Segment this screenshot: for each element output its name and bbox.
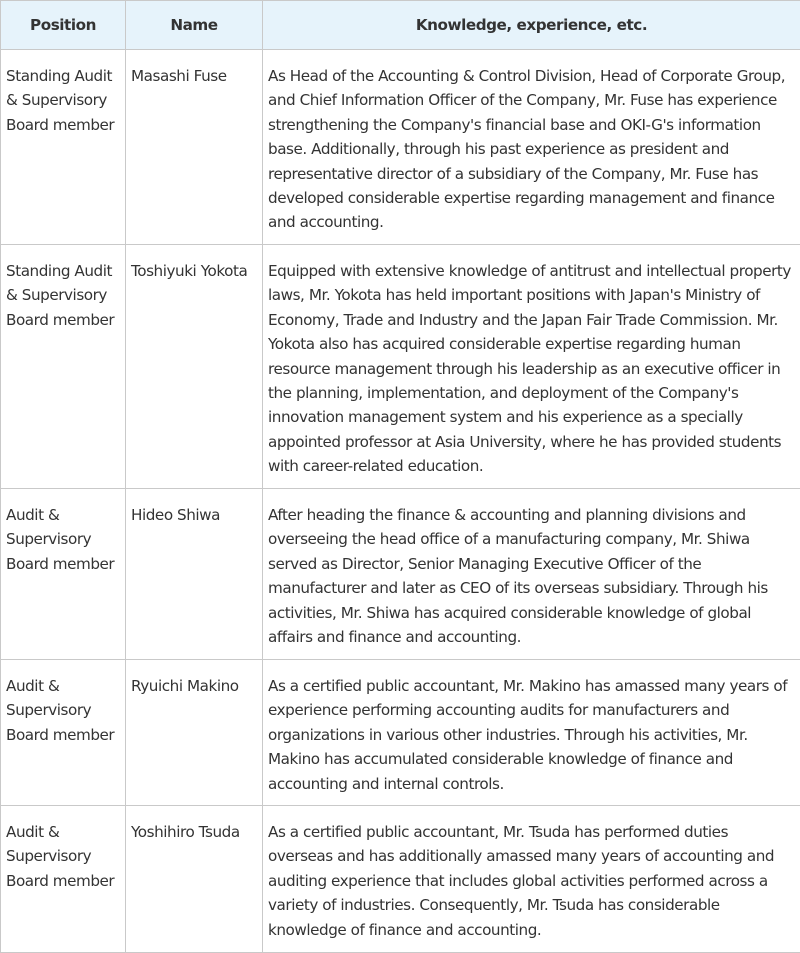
- header-knowledge: Knowledge, experience, etc.: [263, 1, 800, 50]
- name-cell: Ryuichi Makino: [126, 660, 263, 806]
- knowledge-cell: Equipped with extensive knowledge of antitrust and intellectual property laws, Mr. Yokota has held important positions with Japan's Ministry of Economy, Trade and Industry and the Japan Fair Trade Commission. Mr. Yokota also has acquired considerable expertise regarding human resource management through his leadership as an executive officer in the planning, implementation, and deployment of the Company's innovation management system and his experience as a specially appointed professor at Asia University, where he has provided students with career-related education.: [263, 245, 800, 489]
- knowledge-cell: As a certified public accountant, Mr. Makino has amassed many years of experience performing accounting audits for manufacturers and organizations in various other industries. Through his activities, Mr. Makino has accumulated considerable knowledge of finance and accounting and internal controls.: [263, 660, 800, 806]
- position-cell: Audit & Supervisory Board member: [1, 660, 126, 806]
- position-cell: Audit & Supervisory Board member: [1, 489, 126, 660]
- table-body: [1, 50, 800, 953]
- table-row: [1, 806, 800, 953]
- knowledge-cell: After heading the finance & accounting and planning divisions and overseeing the head office of a manufacturing company, Mr. Shiwa served as Director, Senior Managing Executive Officer of the manufacturer and later as CEO of its overseas subsidiary. Through his activities, Mr. Shiwa has acquired considerable knowledge of global affairs and finance and accounting.: [263, 489, 800, 660]
- table-row: [1, 489, 800, 660]
- table-row: [1, 245, 800, 489]
- position-cell: Standing Audit & Supervisory Board member: [1, 245, 126, 489]
- position-cell: Standing Audit & Supervisory Board member: [1, 50, 126, 245]
- table-header: [1, 1, 800, 50]
- header-position: Position: [1, 1, 126, 50]
- table-row: [1, 50, 800, 245]
- name-cell: Masashi Fuse: [126, 50, 263, 245]
- name-cell: Hideo Shiwa: [126, 489, 263, 660]
- header-name: Name: [126, 1, 263, 50]
- name-cell: Toshiyuki Yokota: [126, 245, 263, 489]
- knowledge-cell: As Head of the Accounting & Control Division, Head of Corporate Group, and Chief Information Officer of the Company, Mr. Fuse has experience strengthening the Company's financial base and OKI-G's information base. Additionally, through his past experience as president and representative director of a subsidiary of the Company, Mr. Fuse has developed considerable expertise regarding management and finance and accounting.: [263, 50, 800, 245]
- position-cell: Audit & Supervisory Board member: [1, 806, 126, 953]
- header-row: [1, 1, 800, 50]
- table-row: [1, 660, 800, 806]
- knowledge-cell: As a certified public accountant, Mr. Tsuda has performed duties overseas and has additionally amassed many years of accounting and auditing experience that includes global activities performed across a variety of industries. Consequently, Mr. Tsuda has considerable knowledge of finance and accounting.: [263, 806, 800, 953]
- name-cell: Yoshihiro Tsuda: [126, 806, 263, 953]
